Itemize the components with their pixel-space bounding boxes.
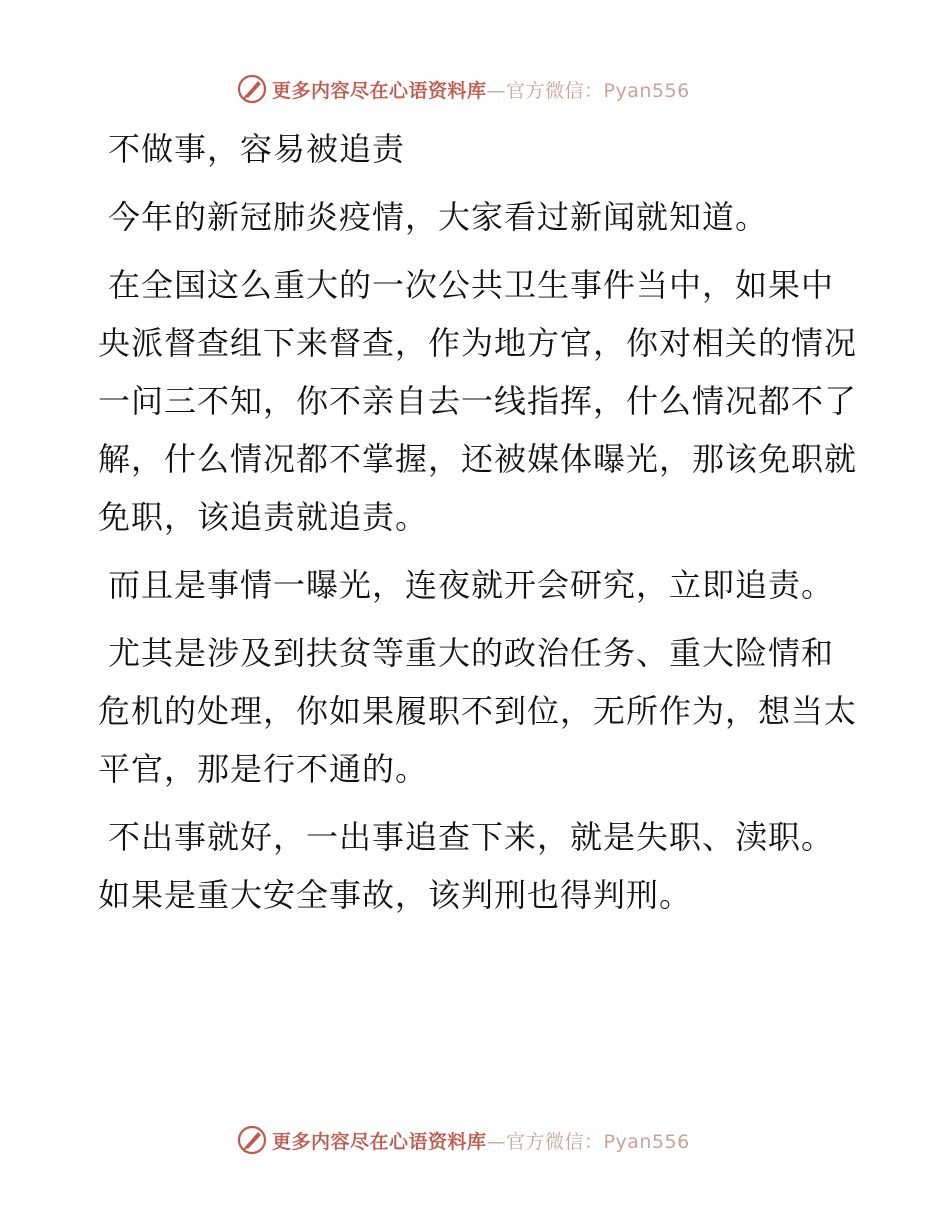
document-body (98, 120, 858, 934)
banner-site-text: 更多内容尽在心语资料库 (272, 1130, 487, 1153)
header-watermark-banner (236, 72, 690, 106)
quill-seal-icon (236, 73, 268, 105)
body-paragraph: 今年的新冠肺炎疫情，大家看过新闻就知道。 (108, 198, 769, 236)
body-paragraph: 尤其是涉及到扶贫等重大的政治任务、重大险情和危机的处理，你如果履职不到位，无所作为，想当太平官，那是行不通的。 (98, 634, 858, 788)
banner-separator: — (486, 79, 507, 102)
footer-watermark-banner (236, 1123, 690, 1157)
body-paragraph: 不出事就好，一出事追查下来，就是失职、渎职。如果是重大安全事故，该判刑也得判刑。 (98, 818, 835, 914)
banner-site-text: 更多内容尽在心语资料库 (272, 79, 487, 102)
body-paragraph: 而且是事情一曝光，连夜就开会研究，立即追责。 (108, 566, 835, 604)
body-paragraph: 在全国这么重大的一次公共卫生事件当中，如果中央派督查组下来督查，作为地方官，你对相关的情况一问三不知，你不亲自去一线指挥，什么情况都不了解，什么情况都不掌握，还被媒体曝光，那该免职就免职，该追责就追责。 (98, 266, 858, 536)
banner-text (272, 1127, 690, 1154)
quill-seal-icon (236, 1124, 268, 1156)
banner-contact-text: 官方微信：Pyan556 (506, 1130, 690, 1153)
heading-paragraph: 不做事，容易被追责 (108, 130, 406, 168)
banner-separator: — (486, 1130, 507, 1153)
banner-text (272, 76, 690, 103)
banner-contact-text: 官方微信：Pyan556 (506, 79, 690, 102)
